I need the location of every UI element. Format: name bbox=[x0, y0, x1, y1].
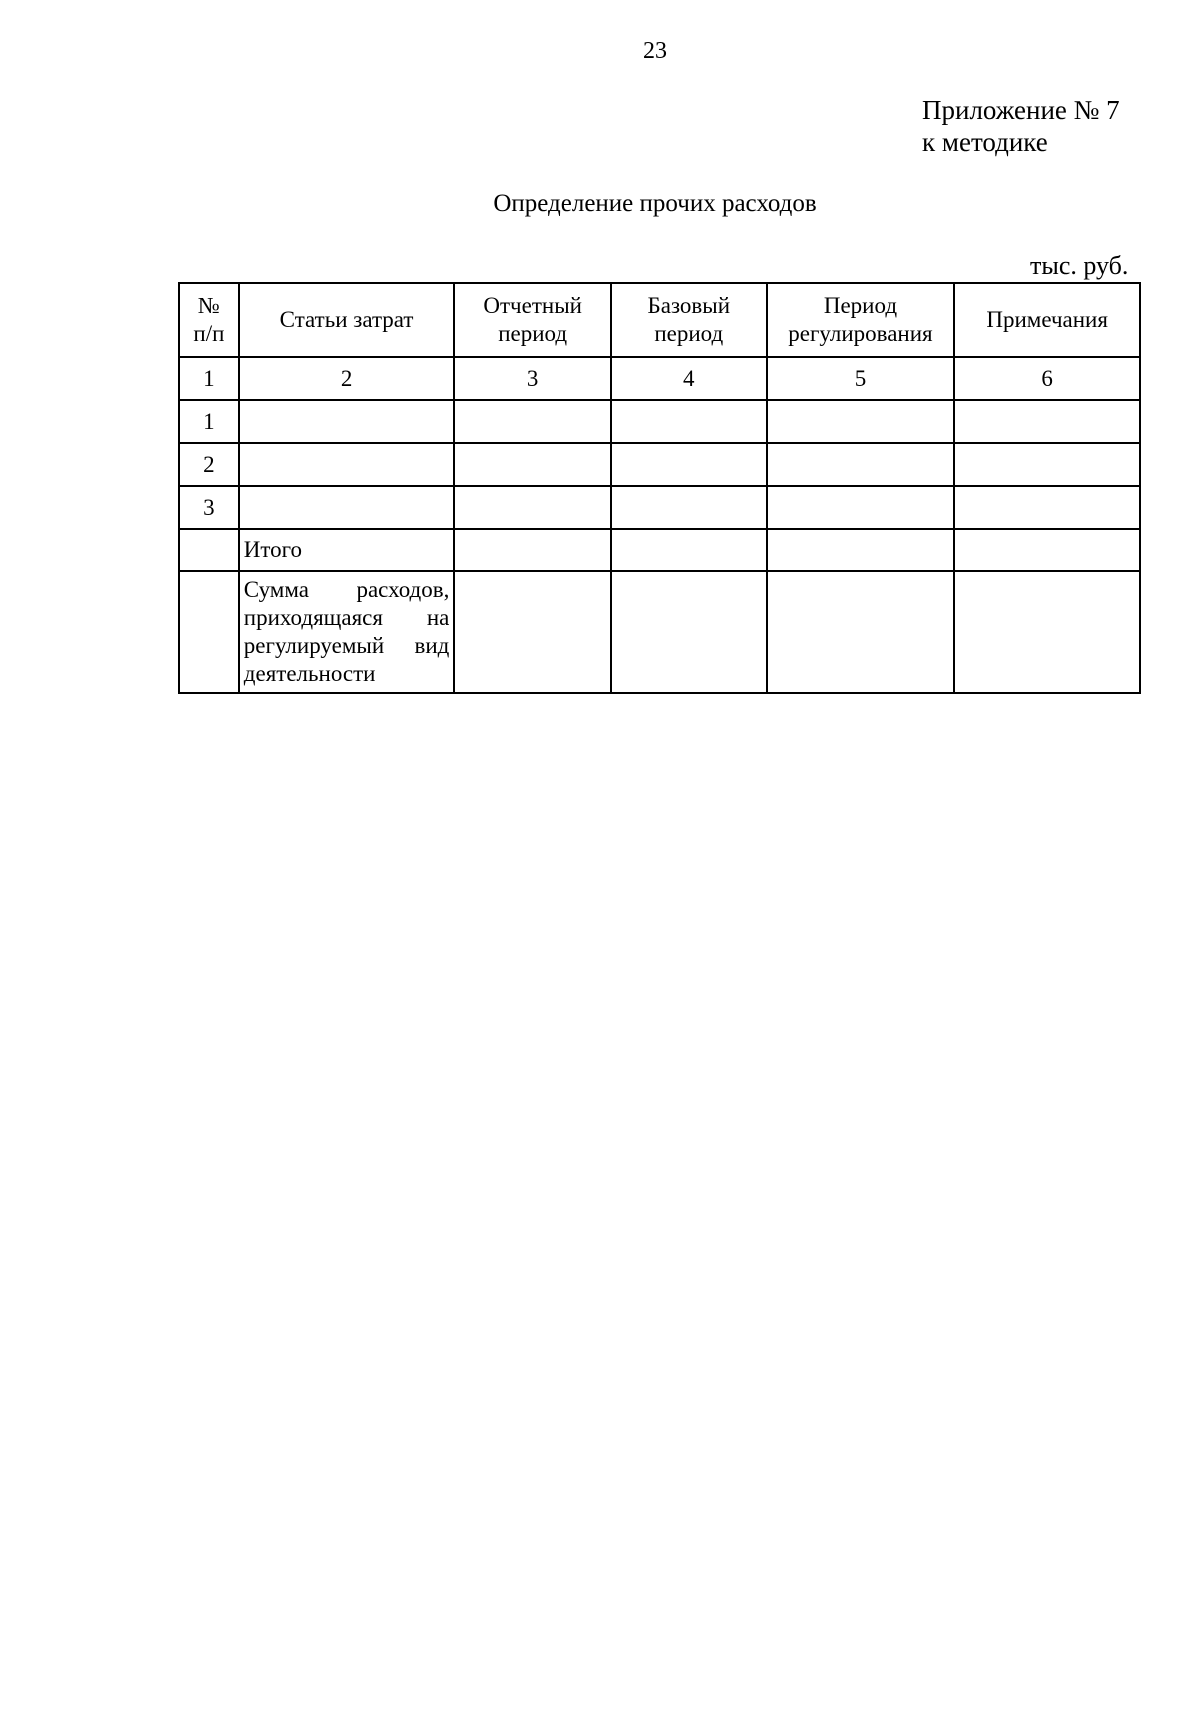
regulated-activity-label: Сумма расходов, приходящаяся на регулируемый вид деятельности bbox=[239, 571, 455, 693]
header-base-line-2: период bbox=[654, 321, 724, 346]
row-number: 3 bbox=[179, 486, 239, 529]
base-value-cell bbox=[611, 400, 767, 443]
header-regulation-period bbox=[767, 283, 955, 357]
header-reporting-line-1: Отчетный bbox=[483, 293, 582, 318]
cost-item-cell bbox=[239, 486, 455, 529]
regulated-activity-row bbox=[179, 571, 1140, 693]
column-number: 5 bbox=[767, 357, 955, 400]
appendix-line-2: к методике bbox=[922, 127, 1048, 157]
header-regulation-line-1: Период bbox=[823, 293, 898, 318]
page-number: 23 bbox=[643, 38, 667, 64]
header-row-number-line-1: № bbox=[197, 293, 220, 318]
header-row-number bbox=[179, 283, 239, 357]
base-value-cell bbox=[611, 443, 767, 486]
notes-cell bbox=[954, 529, 1140, 571]
header-regulation-line-2: регулирования bbox=[788, 321, 933, 346]
regulation-value-cell bbox=[767, 443, 955, 486]
regulation-value-cell bbox=[767, 486, 955, 529]
cost-item-cell bbox=[239, 443, 455, 486]
sum-row-number-cell bbox=[179, 571, 239, 693]
cost-item-cell bbox=[239, 400, 455, 443]
reporting-value-cell bbox=[454, 529, 611, 571]
appendix-reference bbox=[922, 94, 1120, 158]
row-number: 2 bbox=[179, 443, 239, 486]
header-reporting-period bbox=[454, 283, 611, 357]
document-title: Определение прочих расходов bbox=[493, 190, 817, 217]
notes-cell bbox=[954, 486, 1140, 529]
base-value-cell bbox=[611, 529, 767, 571]
units-label: тыс. руб. bbox=[1030, 251, 1129, 280]
appendix-line-1: Приложение № 7 bbox=[922, 95, 1120, 125]
total-row bbox=[179, 529, 1140, 571]
notes-cell bbox=[954, 443, 1140, 486]
total-label: Итого bbox=[239, 529, 455, 571]
base-value-cell bbox=[611, 486, 767, 529]
column-number: 1 bbox=[179, 357, 239, 400]
reporting-value-cell bbox=[454, 571, 611, 693]
column-number: 4 bbox=[611, 357, 767, 400]
table-row bbox=[179, 443, 1140, 486]
header-base-line-1: Базовый bbox=[647, 293, 731, 318]
column-number: 3 bbox=[454, 357, 611, 400]
base-value-cell bbox=[611, 571, 767, 693]
total-row-number-cell bbox=[179, 529, 239, 571]
header-reporting-line-2: период bbox=[498, 321, 568, 346]
header-row-number-line-2: п/п bbox=[193, 321, 225, 346]
header-base-period bbox=[611, 283, 767, 357]
header-cost-items: Статьи затрат bbox=[239, 283, 455, 357]
notes-cell bbox=[954, 571, 1140, 693]
table-header-row bbox=[179, 283, 1140, 357]
regulation-value-cell bbox=[767, 400, 955, 443]
row-number: 1 bbox=[179, 400, 239, 443]
column-number: 6 bbox=[954, 357, 1140, 400]
other-expenses-table bbox=[178, 282, 1141, 694]
regulation-value-cell bbox=[767, 529, 955, 571]
reporting-value-cell bbox=[454, 400, 611, 443]
table-row bbox=[179, 400, 1140, 443]
column-number: 2 bbox=[239, 357, 455, 400]
reporting-value-cell bbox=[454, 486, 611, 529]
notes-cell bbox=[954, 400, 1140, 443]
header-notes: Примечания bbox=[954, 283, 1140, 357]
reporting-value-cell bbox=[454, 443, 611, 486]
column-number-row bbox=[179, 357, 1140, 400]
table-row bbox=[179, 486, 1140, 529]
regulation-value-cell bbox=[767, 571, 955, 693]
